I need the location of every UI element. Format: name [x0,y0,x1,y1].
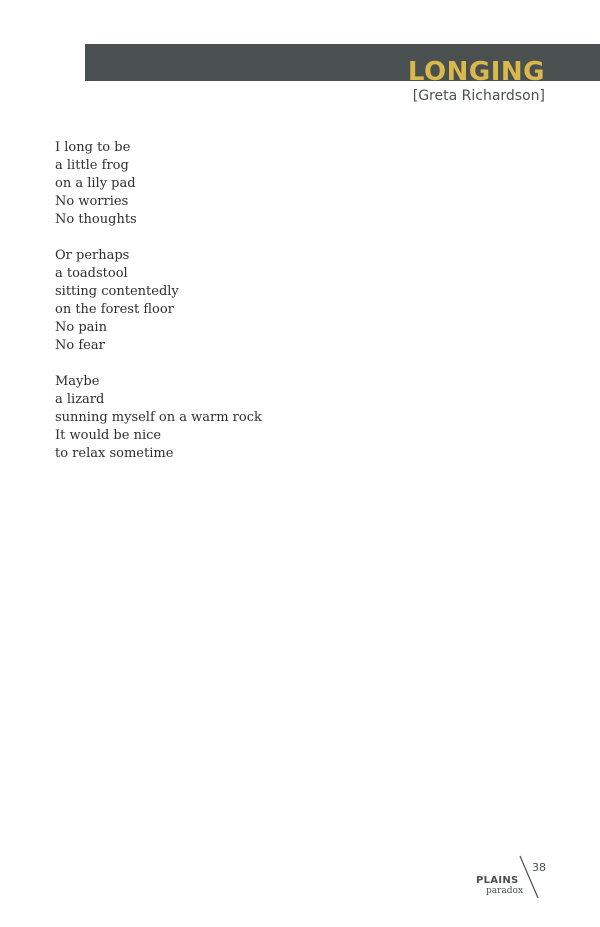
poem-line: a lizard [55,392,105,407]
poem-line: No worries [55,194,129,209]
poem-line: a little frog [55,158,129,173]
poem-body [55,139,475,481]
poem-line: sitting contentedly [55,284,179,299]
page-number: 38 [532,861,546,874]
stanza [55,139,475,229]
poem-line: on the forest floor [55,302,174,317]
poem-line: It would be nice [55,428,162,443]
poem-title: LONGING [407,57,545,87]
stanza [55,247,475,355]
poem-line: No thoughts [55,212,137,227]
poem-line: No fear [55,338,105,353]
poem-line: I long to be [55,140,131,155]
poem-line: No pain [55,320,107,335]
journal-footer [470,855,550,900]
poem-line: on a lily pad [55,176,136,191]
poem-line: Maybe [55,374,100,389]
journal-logo-plains: PLAINS [476,875,519,886]
poem-line: a toadstool [55,266,128,281]
poem-line: sunning myself on a warm rock [55,410,262,425]
poem-line: Or perhaps [55,248,130,263]
stanza [55,373,475,463]
poem-line: to relax sometime [55,446,174,461]
journal-logo-paradox: paradox [486,886,524,896]
author-name: [Greta Richardson] [412,88,545,104]
